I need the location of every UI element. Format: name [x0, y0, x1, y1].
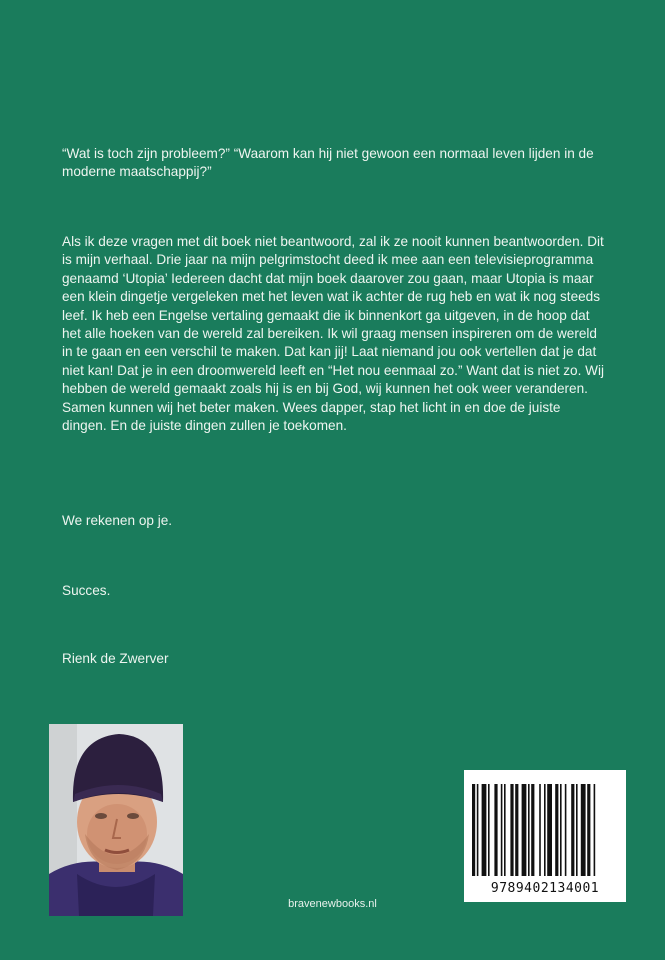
- barcode-bar: [544, 784, 546, 876]
- blurb-story: Als ik deze vragen met dit boek niet beantwoord, zal ik ze nooit kunnen beantwoorden. Dit is mijn verhaal. Drie jaar na mijn pelgrimstocht deed ik mee aan een televisieprogramma genaamd ‘Utopia’ Iedereen dacht dat mijn boek daarover zou gaan, maar Utopia is maar een klein dingetje vergeleken met het leven wat ik achter de rug heb en wat ik nog steeds leef. Ik heb een Engelse vertaling gemaakt die ik binnenkort ga uitgeven, in de hoop dat het alle hoeken van de wereld zal bereiken. Ik wil graag mensen inspireren om de wereld in te gaan en een verschil te maken. Dat kan jij! Laat niemand jou ook vertellen dat je dat niet kan! Dat je in een droomwereld leeft en “Het nou eenmaal zo.” Want dat is niet zo. Wij hebben de wereld gemaakt zoals hij is en bij God, wij kunnen het ook weer veranderen. Samen kunnen wij het beter maken. Wees dapper, stap het licht in en doe de juiste dingen. En de juiste dingen zullen je toekomen.: [62, 234, 605, 434]
- barcode-bar: [555, 784, 558, 876]
- barcode-bar: [547, 784, 552, 876]
- barcode-bar: [472, 784, 475, 876]
- barcode-bar: [571, 784, 574, 876]
- isbn-number: 9789402134001: [490, 881, 600, 896]
- barcode-bar: [488, 784, 490, 876]
- barcode-bar: [504, 784, 506, 876]
- barcode-bar: [560, 784, 562, 876]
- isbn-barcode: [464, 770, 626, 902]
- author-photo: [49, 724, 183, 916]
- barcode-bar: [477, 784, 479, 876]
- barcode-bar: [522, 784, 527, 876]
- barcode-bar: [510, 784, 513, 876]
- barcode-bar: [531, 784, 534, 876]
- barcode-bar: [528, 784, 530, 876]
- barcode-bar: [482, 784, 487, 876]
- barcode-bar: [576, 784, 578, 876]
- author-portrait: [49, 724, 183, 916]
- blurb-reliance: We rekenen op je.: [62, 513, 173, 528]
- blurb-closing: Succes.: [62, 583, 111, 598]
- barcode-bar: [501, 784, 503, 876]
- barcode-bar: [565, 784, 567, 876]
- barcode-bar: [494, 784, 497, 876]
- barcode-bars: [472, 784, 618, 876]
- publisher-site: bravenewbooks.nl: [288, 898, 377, 910]
- barcode-bar: [587, 784, 590, 876]
- barcode-bar: [581, 784, 586, 876]
- barcode-bar: [594, 784, 596, 876]
- barcode-bar: [515, 784, 518, 876]
- barcode-bar: [539, 784, 541, 876]
- blurb-questions: “Wat is toch zijn probleem?” “Waarom kan hij niet gewoon een normaal leven lijden in de moderne maatschappij?”: [62, 146, 594, 180]
- author-signature: Rienk de Zwerver: [62, 651, 169, 666]
